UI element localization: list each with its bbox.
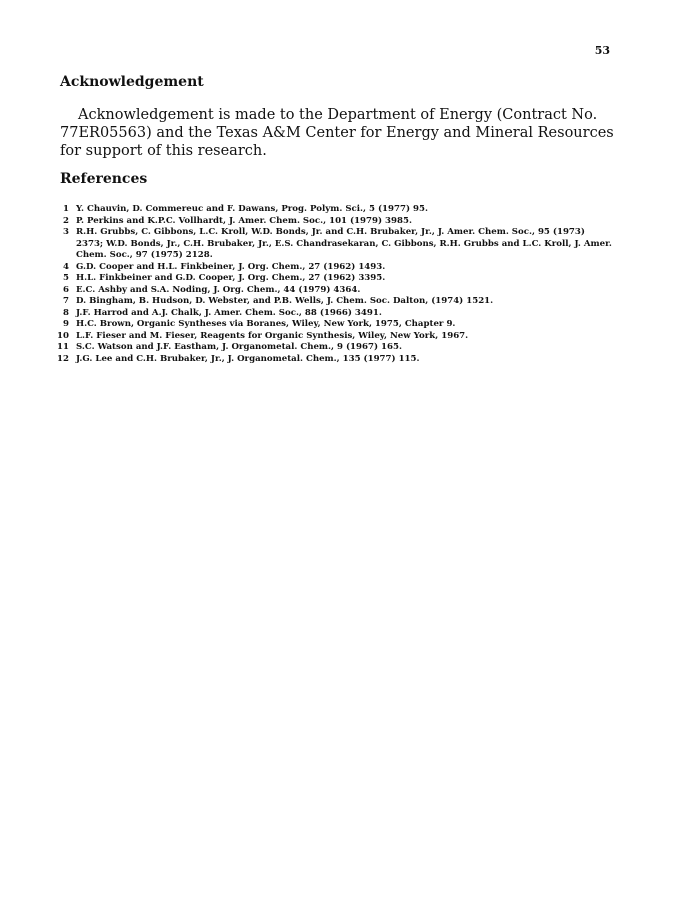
reference-number: 7 — [63, 296, 69, 306]
reference-number: 3 — [63, 227, 69, 237]
reference-text: P. Perkins and K.P.C. Vollhardt, J. Amer. Chem. Soc., 101 (1979) 3985. — [76, 215, 412, 226]
reference-text: E.C. Ashby and S.A. Noding, J. Org. Chem., 44 (1979) 4364. — [76, 284, 361, 295]
reference-number: 12 — [57, 353, 69, 364]
reference-list — [52, 204, 612, 365]
reference-text: L.F. Fieser and M. Fieser, Reagents for Organic Synthesis, Wiley, New York, 1967. — [76, 330, 469, 341]
reference-number: 11 — [57, 342, 69, 352]
reference-item — [52, 273, 612, 285]
reference-item — [52, 308, 612, 320]
reference-item — [52, 342, 612, 354]
reference-text: J.F. Harrod and A.J. Chalk, J. Amer. Chem. Soc., 88 (1966) 3491. — [76, 307, 382, 318]
reference-text: R.H. Grubbs, C. Gibbons, L.C. Kroll, W.D. Bonds, Jr. and C.H. Brubaker, Jr., J. Amer. Chem. Soc., 95 (1973) 2373; W.D. Bonds, Jr., C.H. Brubaker, Jr., E.S. Chandrasekaran, C. Gibbons, R.H. Grubbs and L.C. Kroll, J. Amer. Chem. Soc., 97 (1975) 2128. — [76, 227, 612, 260]
reference-number: 8 — [63, 307, 69, 318]
acknowledgement-heading: Acknowledgement — [60, 74, 204, 90]
reference-item — [52, 216, 612, 228]
reference-text: G.D. Cooper and H.L. Finkbeiner, J. Org. Chem., 27 (1962) 1493. — [76, 261, 386, 272]
reference-item — [52, 354, 612, 366]
reference-text: H.C. Brown, Organic Syntheses via Boranes, Wiley, New York, 1975, Chapter 9. — [76, 319, 456, 329]
reference-item — [52, 204, 612, 216]
references-heading: References — [60, 171, 148, 187]
reference-item — [52, 262, 612, 274]
reference-item — [52, 285, 612, 297]
reference-text: H.L. Finkbeiner and G.D. Cooper, J. Org. Chem., 27 (1962) 3395. — [76, 273, 386, 283]
reference-number: 2 — [63, 215, 69, 226]
reference-number: 6 — [63, 284, 69, 295]
reference-number: 10 — [57, 330, 69, 341]
reference-number: 5 — [63, 273, 69, 283]
reference-text: D. Bingham, B. Hudson, D. Webster, and P.B. Wells, J. Chem. Soc. Dalton, (1974) 1521. — [76, 296, 494, 306]
acknowledgement-body: Acknowledgement is made to the Department of Energy (Contract No. 77ER05563) and the Texas A&M Center for Energy and Mineral Resources for support of this research. — [60, 107, 614, 159]
reference-text: Y. Chauvin, D. Commereuc and F. Dawans, Prog. Polym. Sci., 5 (1977) 95. — [76, 204, 428, 214]
reference-text: S.C. Watson and J.F. Eastham, J. Organometal. Chem., 9 (1967) 165. — [76, 342, 402, 352]
reference-number: 9 — [63, 319, 69, 329]
reference-item — [52, 319, 612, 331]
reference-number: 4 — [63, 261, 69, 272]
reference-text: J.G. Lee and C.H. Brubaker, Jr., J. Organometal. Chem., 135 (1977) 115. — [76, 353, 420, 364]
reference-item — [52, 227, 612, 262]
reference-number: 1 — [63, 204, 69, 214]
reference-item — [52, 296, 612, 308]
reference-item — [52, 331, 612, 343]
page-number: 53 — [594, 44, 610, 57]
